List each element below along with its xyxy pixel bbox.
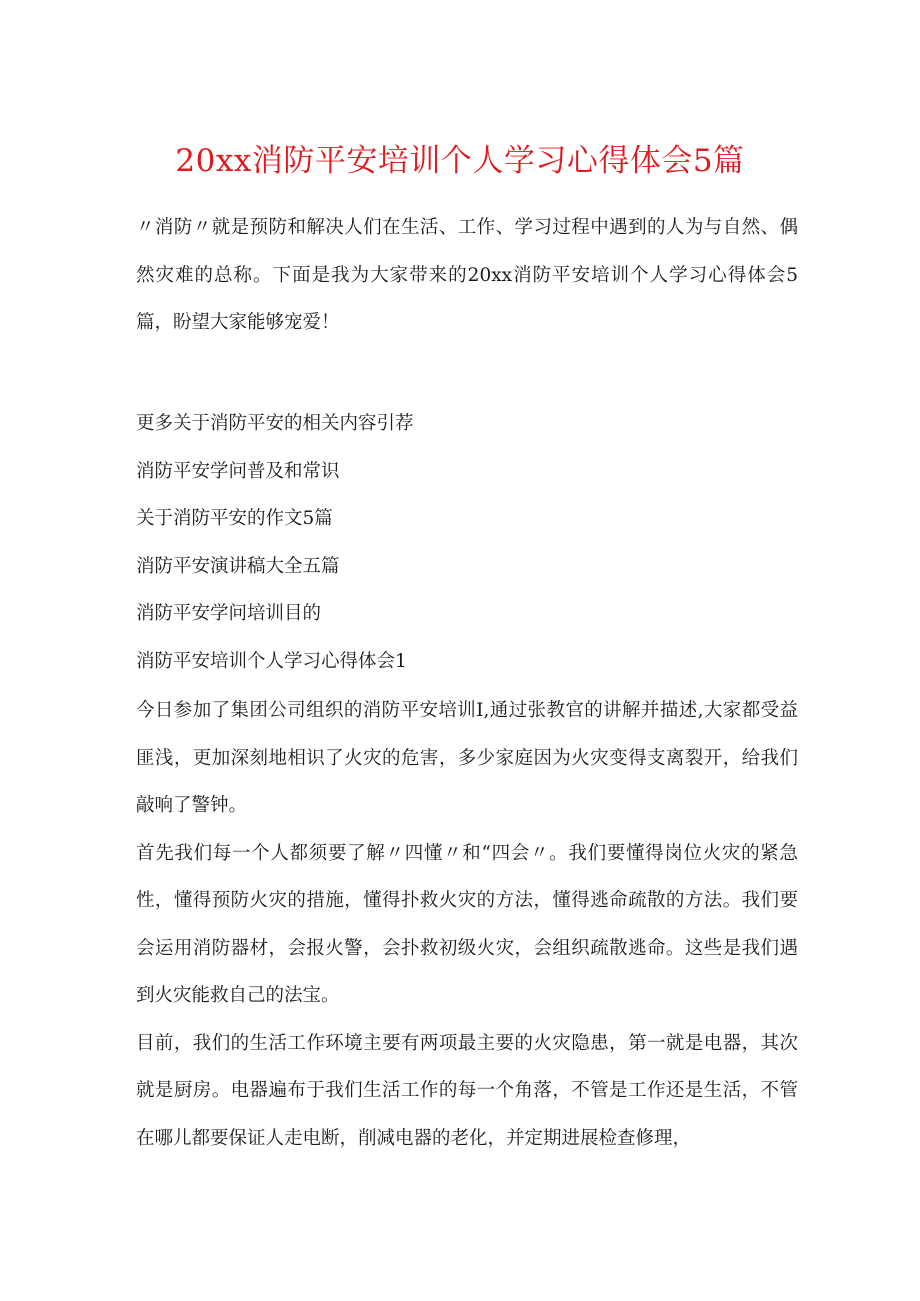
related-link-heading: 更多关于消防平安的相关内容引荐 xyxy=(136,413,414,434)
body-text xyxy=(136,687,798,1162)
related-link-item[interactable]: 消防平安学问培训目的 xyxy=(136,603,322,624)
related-link-item[interactable]: 关于消防平安的作文5篇 xyxy=(136,508,333,529)
document-title: 20xx消防平安培训个人学习心得体会5篇 xyxy=(175,143,745,179)
section-heading: 消防平安培训个人学习心得体会1 xyxy=(136,650,407,672)
related-link-item[interactable]: 消防平安演讲稿大全五篇 xyxy=(136,555,340,577)
body-paragraph: 首先我们每一个人都须要了解〃四懂〃和“四会〃。我们要懂得岗位火灾的紧急性，懂得预防火灾的措施，懂得扑救火灾的方法，懂得逃命疏散的方法。我们要会运用消防器材，会报火警，会扑救初级火灾，会组织疏散逃命。这些是我们遇到火灾能救自己的法宝。 xyxy=(136,842,798,1006)
body-paragraph: 目前，我们的生活工作环境主要有两项最主要的火灾隐患，第一就是电器，其次就是厨房。电器遍布于我们生活工作的每一个角落，不管是工作还是生活，不管在哪儿都要保证人走电断，削减电器的老化，并定期进展检查修理， xyxy=(136,1032,798,1149)
intro-paragraph: 〃消防〃就是预防和解决人们在生活、工作、学习过程中遇到的人为与自然、偶然灾难的总称。下面是我为大家带来的20xx消防平安培训个人学习心得体会5篇，盼望大家能够宠爱！ xyxy=(136,217,798,333)
related-link-item[interactable]: 消防平安学问普及和常识 xyxy=(136,460,340,482)
body-paragraph: 今日参加了集团公司组织的消防平安培训I,通过张教官的讲解并描述,大家都受益匪浅，更加深刻地相识了火灾的危害，多少家庭因为火灾变得支离裂开，给我们敲响了警钟。 xyxy=(136,700,798,816)
related-links-list xyxy=(136,400,798,685)
